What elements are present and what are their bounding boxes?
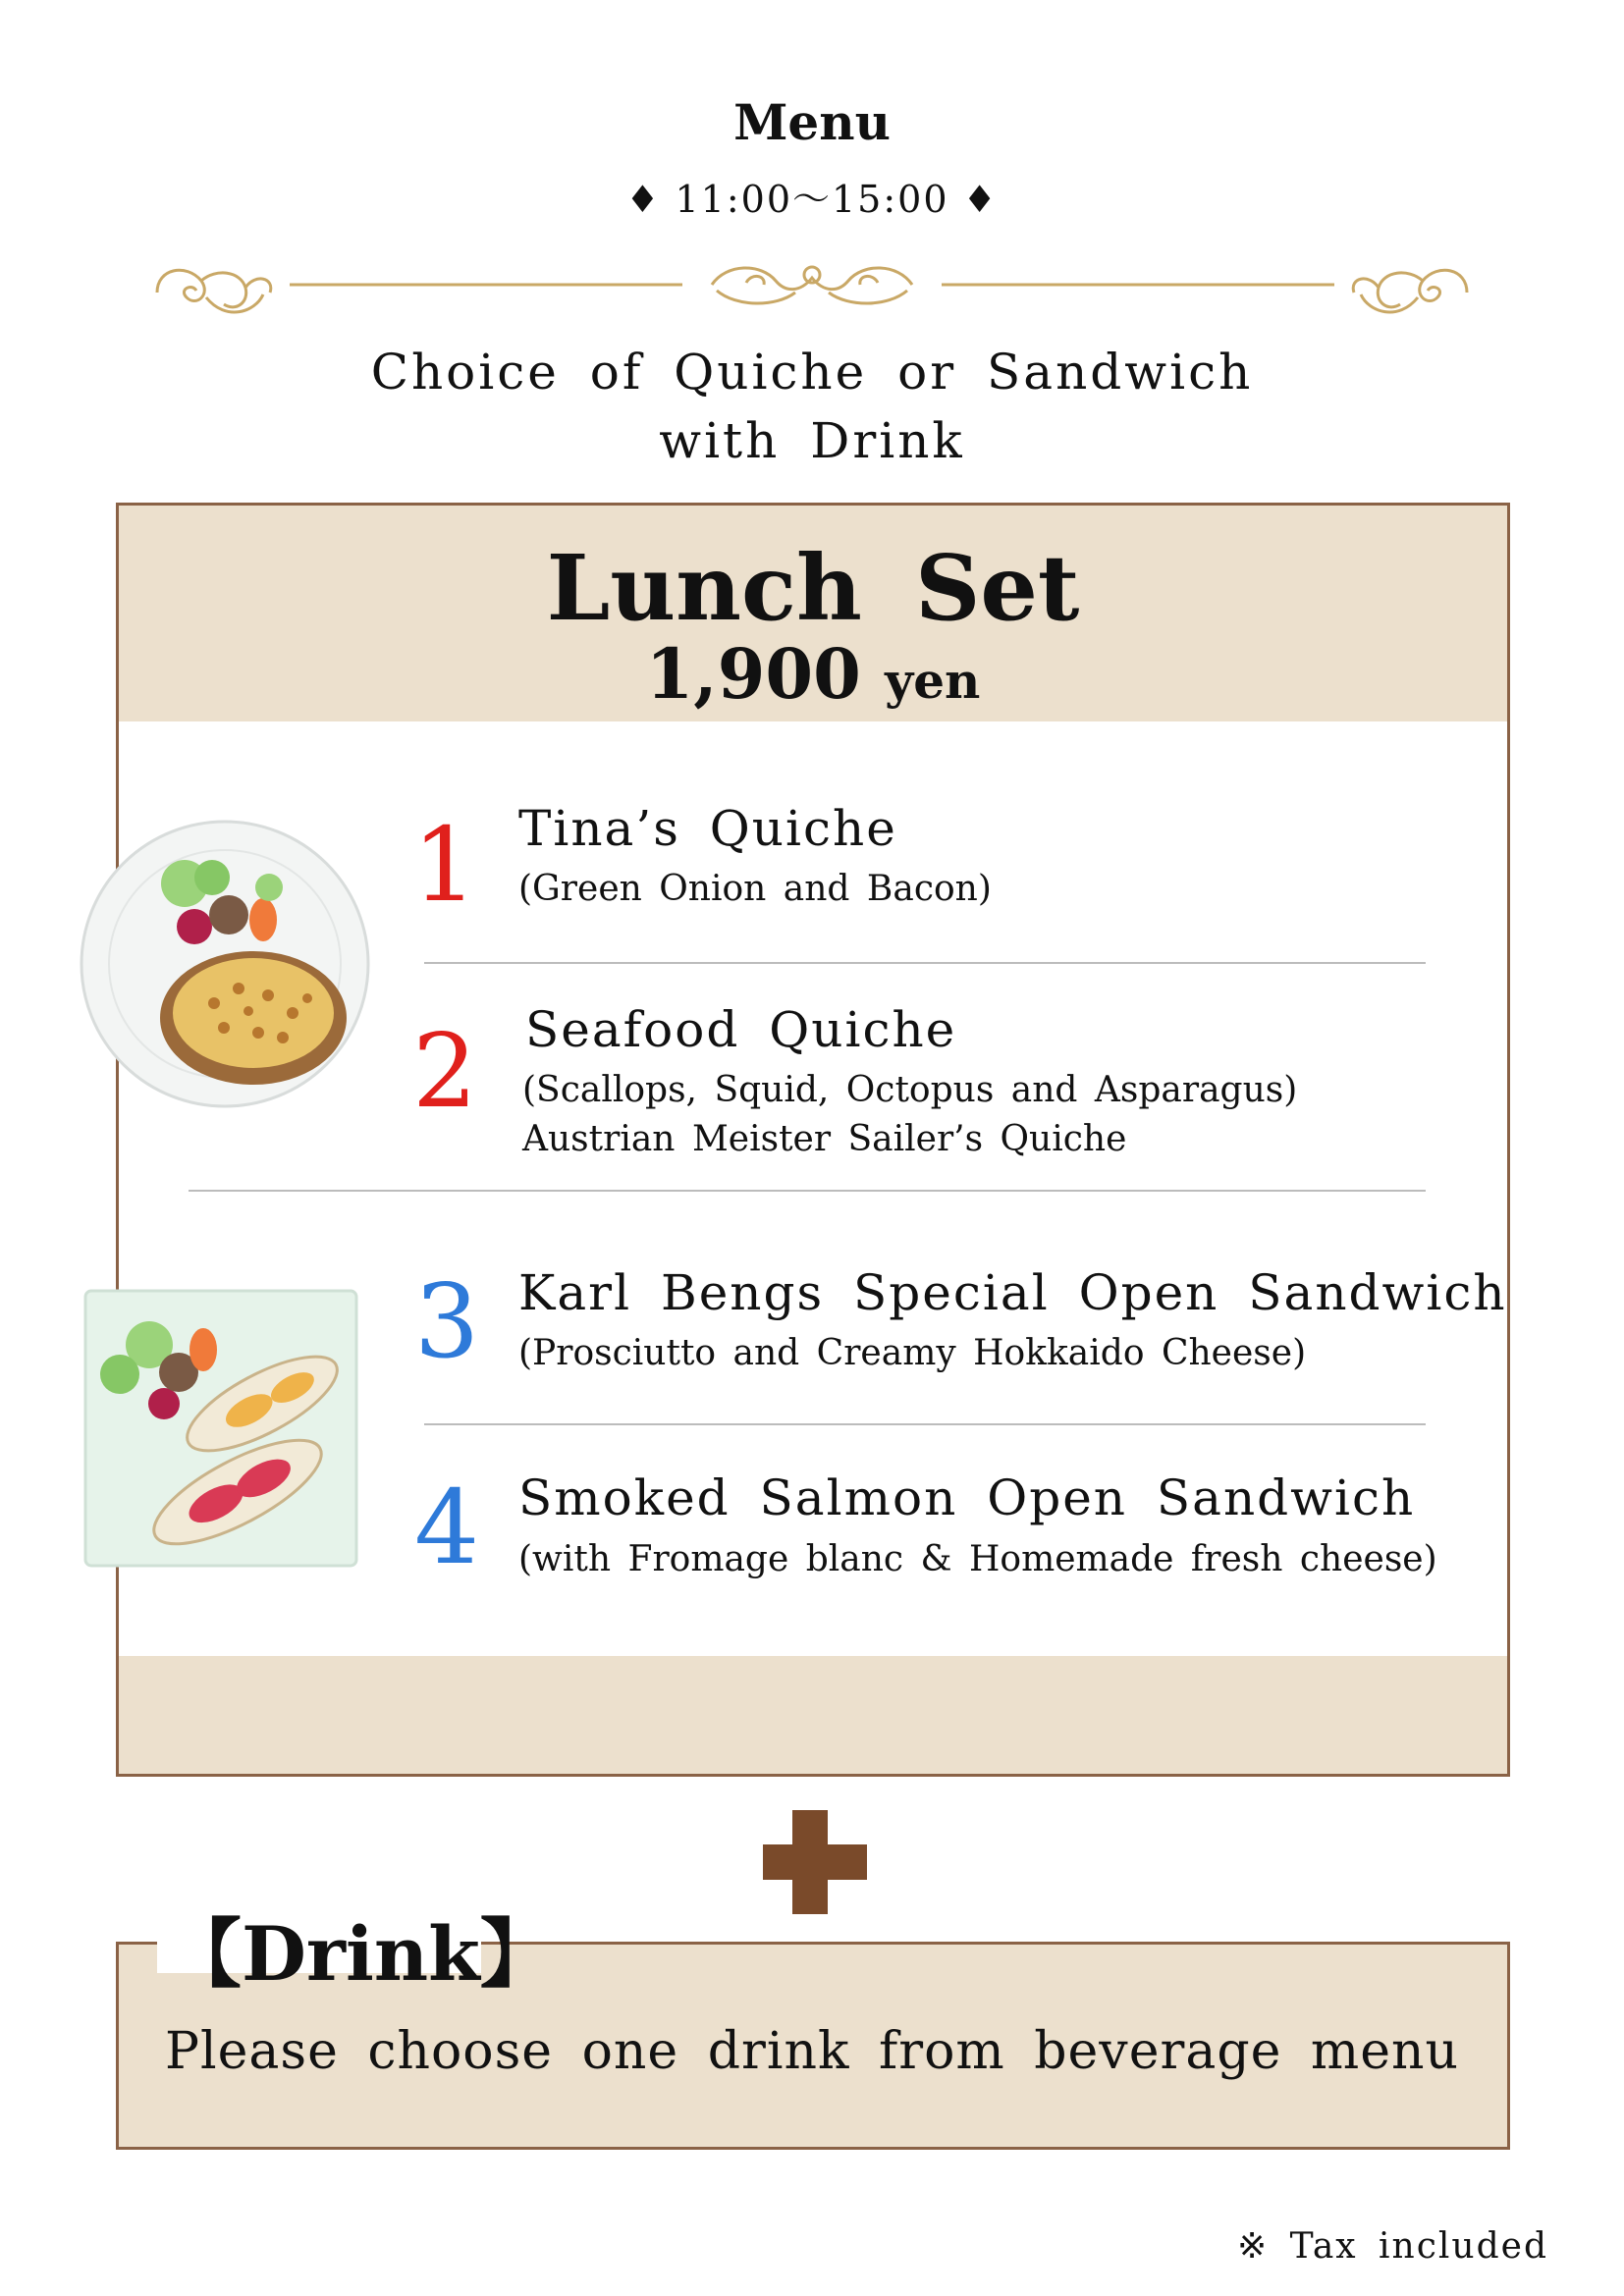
item-4-title: Smoked Salmon Open Sandwich — [518, 1469, 1416, 1526]
tax-note: ※ Tax included — [1237, 2226, 1548, 2267]
item-4-number: 4 — [414, 1468, 480, 1587]
item-1-desc: (Green Onion and Bacon) — [518, 869, 992, 909]
lunch-set-title: Lunch Set — [546, 535, 1080, 641]
item-divider — [424, 1423, 1426, 1425]
lunch-set-price — [119, 633, 1507, 715]
price-value: 1,900 — [645, 633, 861, 715]
item-2-desc-2: Austrian Meister Sailer’s Quiche — [522, 1119, 1127, 1159]
intro-line-1: Choice of Quiche or Sandwich — [370, 344, 1254, 400]
item-2-title: Seafood Quiche — [525, 1001, 957, 1058]
item-divider — [424, 962, 1426, 964]
sandwich-plate-illustration — [81, 1286, 361, 1571]
drink-label: 【Drink】 — [167, 1910, 555, 1998]
intro-line-2: with Drink — [659, 412, 965, 469]
quiche-plate-illustration — [77, 817, 373, 1111]
item-2-desc: (Scallops, Squid, Octopus and Asparagus) — [522, 1070, 1298, 1110]
item-2-number: 2 — [412, 1011, 478, 1131]
menu-title: Menu — [733, 93, 891, 151]
item-1-number: 1 — [412, 805, 478, 925]
price-unit: yen — [885, 652, 981, 710]
section-divider — [189, 1190, 1426, 1192]
lunch-set-header — [119, 506, 1507, 721]
service-hours: ♦ 11:00～15:00 ♦ — [625, 178, 999, 221]
lunch-set-footer-band — [119, 1656, 1507, 1774]
item-1-title: Tina’s Quiche — [518, 800, 897, 857]
item-4-desc: (with Fromage blanc & Homemade fresh cheese) — [518, 1539, 1437, 1579]
item-3-desc: (Prosciutto and Creamy Hokkaido Cheese) — [518, 1333, 1307, 1373]
item-3-number: 3 — [414, 1261, 480, 1381]
drink-instructions: Please choose one drink from beverage menu — [165, 2022, 1459, 2081]
ornament-divider — [147, 253, 1477, 332]
plus-icon-bar — [763, 1844, 867, 1880]
item-3-title: Karl Bengs Special Open Sandwich — [518, 1264, 1507, 1321]
